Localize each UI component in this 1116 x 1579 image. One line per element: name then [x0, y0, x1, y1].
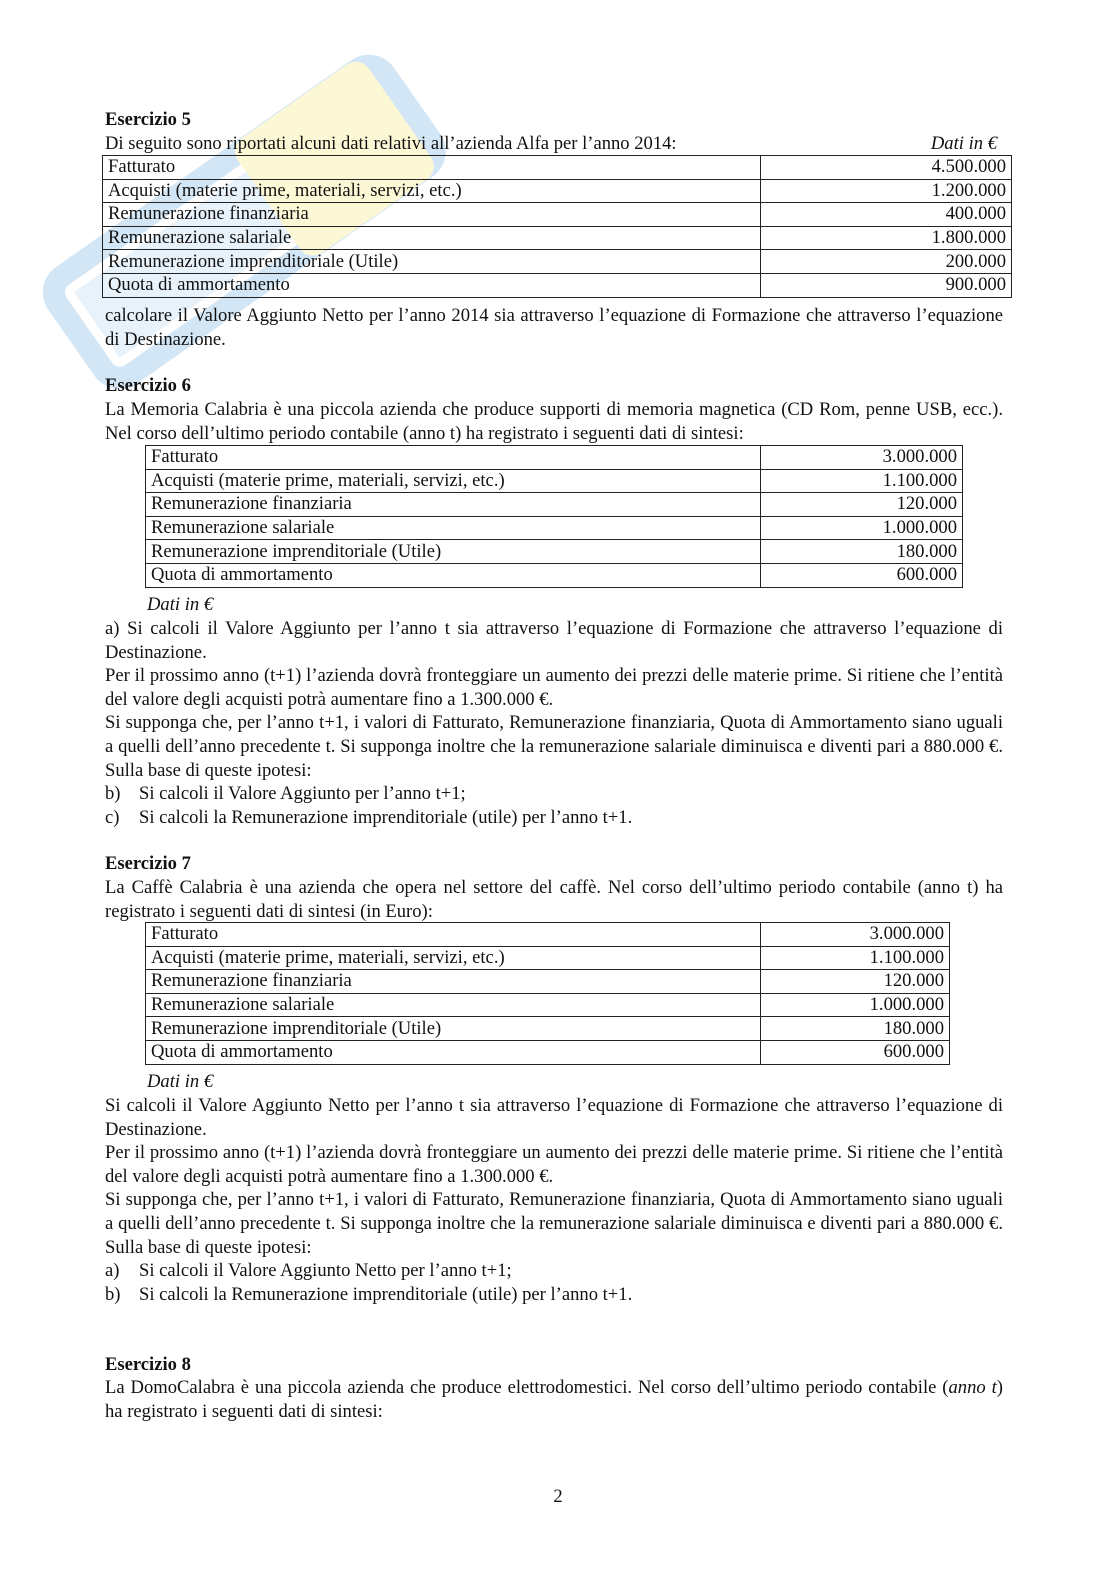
ex8-intro: La DomoCalabra è una piccola azienda che produce elettrodomestici. Nel corso dell’ultimo periodo contabile (anno t) ha registrato i seguenti dati di sintesi: — [105, 1377, 1003, 1422]
ex6-p3: Si supponga che, per l’anno t+1, i valori di Fatturato, Remunerazione finanziaria, Quota di Ammortamento siano uguali a quelli dell’anno precedente t. Si supponga inoltre che la remunerazione salariale diminuisca e diventi pari a 880.000 €. Sulla base di queste ipotesi: — [105, 712, 1003, 781]
ex7-unit: Dati in € — [147, 1071, 214, 1092]
row-value: 4.500.000 — [761, 156, 1012, 180]
row-value: 1.100.000 — [761, 469, 963, 493]
ex5-title: Esercizio 5 — [105, 109, 191, 130]
row-value: 600.000 — [761, 563, 963, 587]
row-label: Remunerazione imprenditoriale (Utile) — [146, 540, 761, 564]
ex8-title: Esercizio 8 — [105, 1354, 191, 1375]
list-item: b) Si calcoli la Remunerazione imprenditoriale (utile) per l’anno t+1. — [105, 1283, 633, 1305]
row-value: 180.000 — [761, 1017, 950, 1041]
row-label: Acquisti (materie prime, materiali, servizi, etc.) — [146, 946, 761, 970]
row-label: Quota di ammortamento — [146, 563, 761, 587]
row-label: Remunerazione salariale — [103, 226, 761, 250]
ex7-p1: Si calcoli il Valore Aggiunto Netto per l’anno t sia attraverso l’equazione di Formazione che attraverso l’equazione di Destinazione. — [105, 1095, 1003, 1140]
row-value: 1.000.000 — [761, 993, 950, 1017]
table-row — [146, 563, 963, 587]
row-label: Acquisti (materie prime, materiali, servizi, etc.) — [103, 179, 761, 203]
ex5-unit: Dati in € — [930, 133, 997, 154]
row-label: Remunerazione imprenditoriale (Utile) — [103, 250, 761, 274]
list-item: c) Si calcoli la Remunerazione imprenditoriale (utile) per l’anno t+1. — [105, 806, 633, 828]
table-row — [103, 273, 1012, 297]
row-value: 180.000 — [761, 540, 963, 564]
table-row — [103, 226, 1012, 250]
table-row — [146, 493, 963, 517]
ex5-after: calcolare il Valore Aggiunto Netto per l’anno 2014 sia attraverso l’equazione di Formazione che attraverso l’equazione di Destinazione. — [105, 305, 1003, 350]
row-value: 1.200.000 — [761, 179, 1012, 203]
table-row — [146, 1017, 950, 1041]
ex5-intro: Di seguito sono riportati alcuni dati relativi all’azienda Alfa per l’anno 2014: — [105, 133, 677, 154]
row-value: 3.000.000 — [761, 446, 963, 470]
list-item: a) Si calcoli il Valore Aggiunto Netto per l’anno t+1; — [105, 1260, 512, 1282]
ex6-p2: Per il prossimo anno (t+1) l’azienda dovrà fronteggiare un aumento dei prezzi delle materie prime. Si ritiene che l’entità del valore degli acquisti potrà aumentare fino a 1.300.000 €. — [105, 665, 1003, 710]
row-label: Quota di ammortamento — [146, 1040, 761, 1064]
list-item: b) Si calcoli il Valore Aggiunto per l’anno t+1; — [105, 783, 466, 805]
row-value: 400.000 — [761, 203, 1012, 227]
ex7-p3: Si supponga che, per l’anno t+1, i valori di Fatturato, Remunerazione finanziaria, Quota di Ammortamento siano uguali a quelli dell’anno precedente t. Si supponga inoltre che la remunerazione salariale diminuisca e diventi pari a 880.000 €. Sulla base di queste ipotesi: — [105, 1189, 1003, 1258]
row-value: 120.000 — [761, 493, 963, 517]
row-value: 600.000 — [761, 1040, 950, 1064]
row-value: 120.000 — [761, 970, 950, 994]
table-row — [146, 1040, 950, 1064]
table-row — [146, 993, 950, 1017]
row-label: Acquisti (materie prime, materiali, servizi, etc.) — [146, 469, 761, 493]
row-label: Remunerazione imprenditoriale (Utile) — [146, 1017, 761, 1041]
table-row — [146, 946, 950, 970]
row-value: 1.000.000 — [761, 516, 963, 540]
row-label: Remunerazione finanziaria — [146, 970, 761, 994]
ex5-intro-line — [105, 132, 1003, 156]
table-row — [103, 250, 1012, 274]
ex6-unit: Dati in € — [147, 594, 214, 615]
row-label: Remunerazione salariale — [146, 516, 761, 540]
table-row — [146, 446, 963, 470]
ex5-table — [102, 155, 1012, 298]
ex7-table — [145, 922, 950, 1065]
ex6-table — [145, 445, 963, 588]
table-row — [146, 516, 963, 540]
row-label: Fatturato — [146, 446, 761, 470]
table-row — [146, 469, 963, 493]
table-row — [146, 540, 963, 564]
row-label: Remunerazione finanziaria — [146, 493, 761, 517]
row-value: 1.100.000 — [761, 946, 950, 970]
row-label: Remunerazione salariale — [146, 993, 761, 1017]
ex7-p2: Per il prossimo anno (t+1) l’azienda dovrà fronteggiare un aumento dei prezzi delle materie prime. Si ritiene che l’entità del valore degli acquisti potrà aumentare fino a 1.300.000 €. — [105, 1142, 1003, 1187]
row-value: 200.000 — [761, 250, 1012, 274]
ex7-title: Esercizio 7 — [105, 853, 191, 874]
ex6-p1: a) Si calcoli il Valore Aggiunto per l’anno t sia attraverso l’equazione di Formazione che attraverso l’equazione di Destinazione. — [105, 618, 1003, 663]
row-label: Fatturato — [146, 923, 761, 947]
row-label: Remunerazione finanziaria — [103, 203, 761, 227]
table-row — [146, 923, 950, 947]
ex6-title: Esercizio 6 — [105, 375, 191, 396]
row-value: 1.800.000 — [761, 226, 1012, 250]
row-value: 900.000 — [761, 273, 1012, 297]
table-row — [103, 156, 1012, 180]
row-label: Quota di ammortamento — [103, 273, 761, 297]
table-row — [103, 179, 1012, 203]
table-row — [146, 970, 950, 994]
page-number: 2 — [553, 1486, 563, 1507]
ex6-intro: La Memoria Calabria è una piccola azienda che produce supporti di memoria magnetica (CD Rom, penne USB, ecc.). Nel corso dell’ultimo periodo contabile (anno t) ha registrato i seguenti dati di sintesi: — [105, 399, 1003, 444]
row-label: Fatturato — [103, 156, 761, 180]
ex7-intro: La Caffè Calabria è una azienda che opera nel settore del caffè. Nel corso dell’ultimo periodo contabile (anno t) ha registrato i seguenti dati di sintesi (in Euro): — [105, 877, 1003, 922]
row-value: 3.000.000 — [761, 923, 950, 947]
table-row — [103, 203, 1012, 227]
